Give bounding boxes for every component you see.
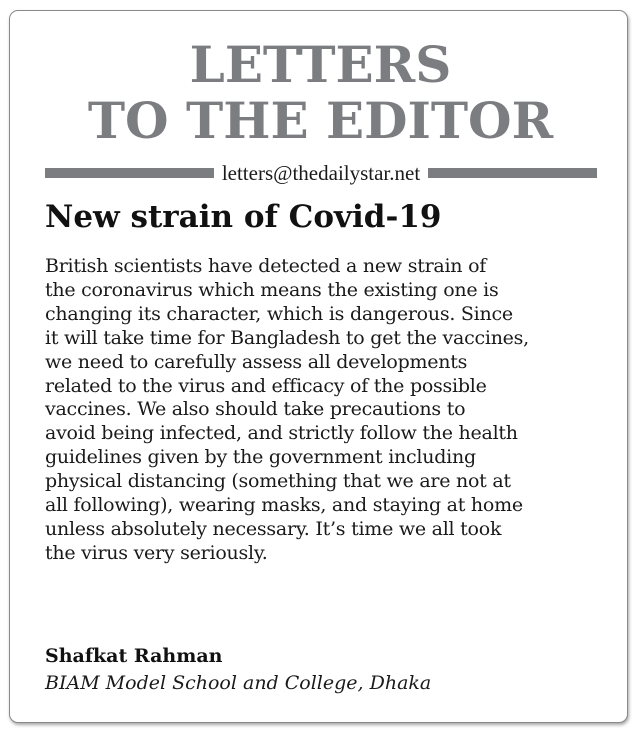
- letter-body-line: unless absolutely necessary. It’s time we all took: [45, 517, 502, 540]
- letter-body-line: avoid being infected, and strictly follow the health: [45, 422, 518, 445]
- letter-body-line: vaccines. We also should take precautions to: [45, 398, 466, 421]
- letter-headline: New strain of Covid-19: [45, 199, 442, 235]
- section-title-line-2: TO THE EDITOR: [87, 91, 554, 150]
- letter-body-line: the coronavirus which means the existing one is: [45, 278, 499, 301]
- editor-email: letters@thedailystar.net: [221, 160, 421, 185]
- letter-body-line: physical distancing (something that we are not at: [45, 470, 511, 493]
- author-affiliation: BIAM Model School and College, Dhaka: [45, 672, 432, 694]
- letter-body-line: the virus very seriously.: [45, 541, 268, 564]
- letter-body-line: changing its character, which is dangerous. Since: [45, 302, 513, 325]
- letter-body-line: related to the virus and efficacy of the possible: [45, 374, 487, 397]
- left-divider-bar: [45, 168, 214, 178]
- letter-body-line: all following), wearing masks, and staying at home: [45, 494, 523, 517]
- section-title-line-1: LETTERS: [189, 35, 452, 94]
- letter-body-line: we need to carefully assess all developments: [45, 350, 468, 373]
- letter-body-line: it will take time for Bangladesh to get the vaccines,: [45, 326, 529, 349]
- email-rule-row: [45, 160, 597, 186]
- letter-body-line: British scientists have detected a new strain of: [45, 255, 487, 277]
- right-divider-bar: [428, 168, 597, 178]
- letter-body: [45, 255, 605, 566]
- author-name: Shafkat Rahman: [45, 645, 223, 667]
- letter-body-line: guidelines given by the government including: [45, 446, 476, 469]
